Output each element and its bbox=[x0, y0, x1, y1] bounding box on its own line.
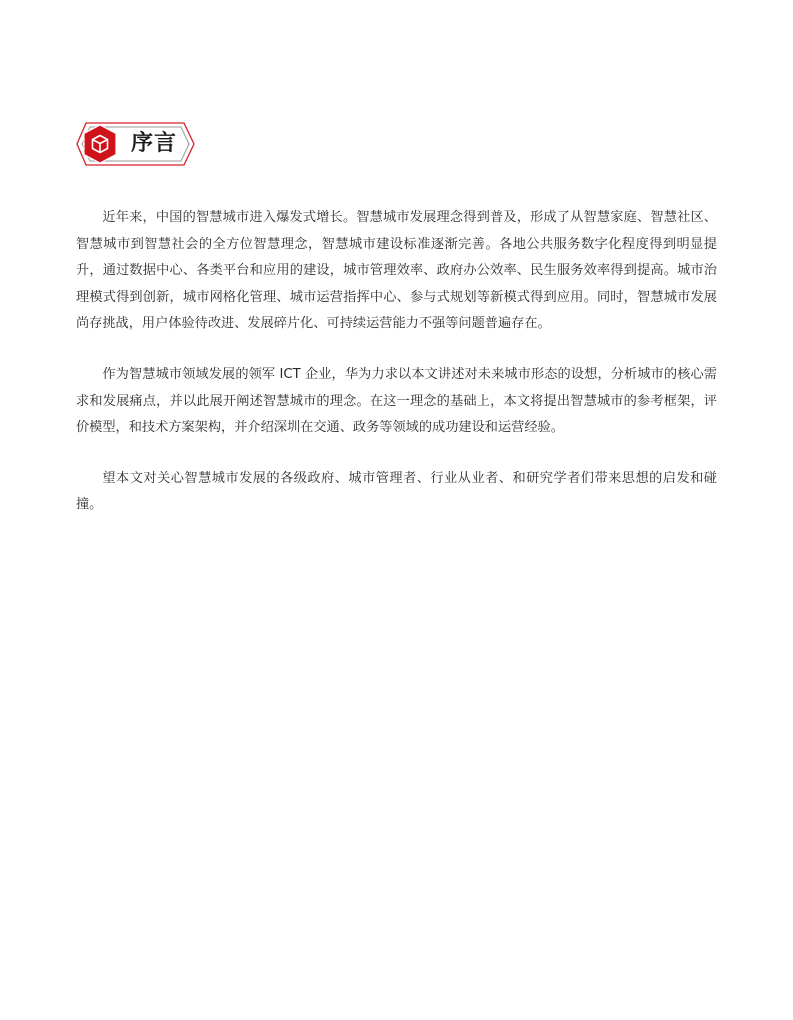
section-title: 序言 bbox=[131, 131, 178, 156]
paragraph-3: 望本文对关心智慧城市发展的各级政府、城市管理者、行业从业者、和研究学者们带来思想的启发和碰撞。 bbox=[76, 470, 717, 513]
paragraph-2: 作为智慧城市领域发展的领军 ICT 企业，华为力求以本文讲述对未来城市形态的设想，分析城市的核心需求和发展痛点，并以此展开阐述智慧城市的理念。在这一理念的基础上，本文将提出智慧城市的参考框架，评价模型，和技术方案架构，并介绍深圳在交通、政务等领域的成功建设和运营经验。 bbox=[76, 366, 717, 436]
preface-body bbox=[76, 205, 717, 543]
paragraph-1: 近年来，中国的智慧城市进入爆发式增长。智慧城市发展理念得到普及，形成了从智慧家庭、智慧社区、智慧城市到智慧社会的全方位智慧理念，智慧城市建设标准逐渐完善。各地公共服务数字化程度得到明显提升，通过数据中心、各类平台和应用的建设，城市管理效率、政府办公效率、民生服务效率得到提高。城市治理模式得到创新，城市网格化管理、城市运营指挥中心、参与式规划等新模式得到应用。同时，智慧城市发展尚存挑战，用户体验待改进、发展碎片化、可持续运营能力不强等问题普遍存在。 bbox=[76, 210, 717, 332]
section-header bbox=[76, 122, 196, 166]
